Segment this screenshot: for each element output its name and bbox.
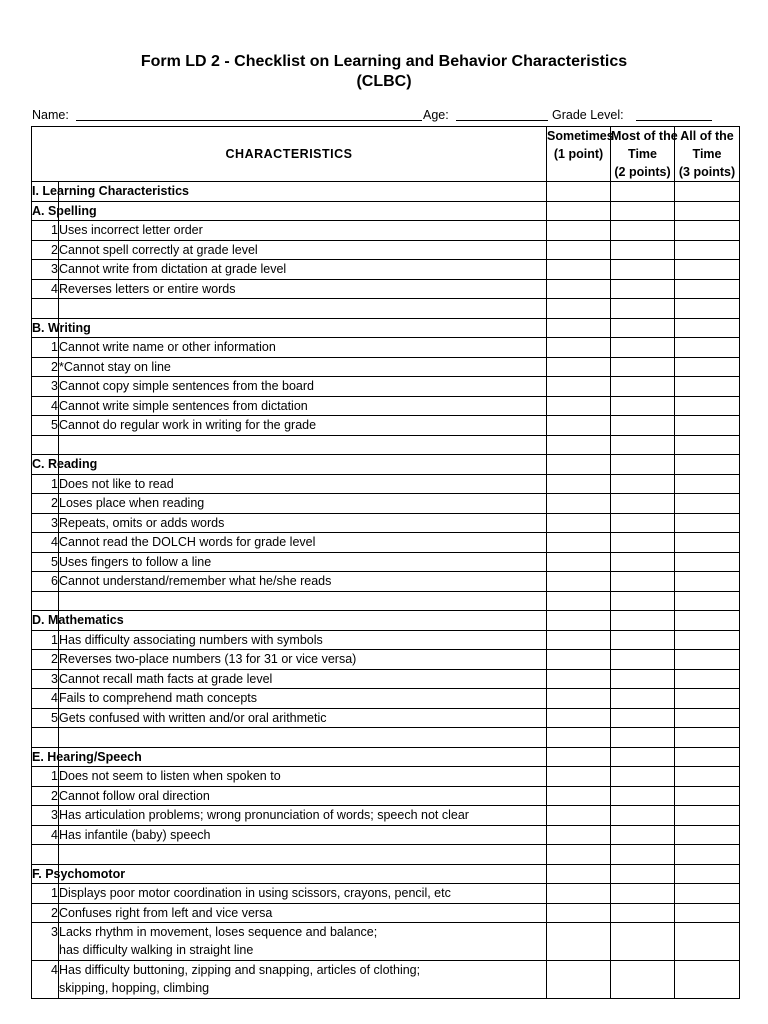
item-text-cell	[59, 494, 547, 514]
empty-cell	[32, 299, 59, 319]
rating-cell-all-of-the-time[interactable]	[675, 825, 740, 845]
item-text-continued: skipping, hopping, climbing	[59, 981, 210, 995]
rating-cell-all-of-the-time[interactable]	[675, 318, 740, 338]
item-text-cell	[59, 279, 547, 299]
checklist-item-row	[32, 377, 740, 397]
item-text: Cannot write name or other information	[59, 340, 276, 355]
section-title-cell	[32, 455, 98, 475]
checklist-item-row	[32, 689, 740, 709]
section-title-filler	[59, 318, 547, 338]
item-text: Cannot copy simple sentences from the board	[59, 379, 314, 394]
empty-cell	[59, 591, 547, 611]
item-text-cell	[59, 357, 547, 377]
empty-cell	[59, 435, 547, 455]
rating-cell-all-of-the-time[interactable]	[675, 279, 740, 299]
rating-cell-most-of-the-time[interactable]	[611, 338, 675, 358]
student-info-line	[32, 108, 740, 126]
column-header-line: (2 points)	[614, 165, 671, 179]
item-text-continued: has difficulty walking in straight line	[59, 943, 254, 957]
item-text-cell	[59, 961, 547, 999]
section-title-filler	[59, 201, 547, 221]
item-text: Uses incorrect letter order	[59, 223, 203, 238]
column-header-line: (3 points)	[678, 165, 736, 179]
empty-cell	[611, 845, 675, 865]
item-text: *Cannot stay on line	[59, 359, 171, 374]
item-number: 3	[32, 923, 59, 961]
rating-cell-sometimes[interactable]	[547, 572, 611, 592]
empty-cell	[547, 299, 611, 319]
rating-cell-sometimes[interactable]	[547, 494, 611, 514]
item-text-cell	[59, 786, 547, 806]
rating-cell-sometimes[interactable]	[547, 611, 611, 631]
item-text: Does not like to read	[59, 476, 174, 491]
item-text: Has difficulty associating numbers with symbols	[59, 632, 323, 647]
rating-cell-all-of-the-time[interactable]	[675, 767, 740, 787]
item-text: Fails to comprehend math concepts	[59, 691, 258, 706]
rating-cell-all-of-the-time[interactable]	[675, 260, 740, 280]
section-title: B. Writing	[32, 320, 91, 335]
part-title-row	[32, 182, 740, 202]
item-text: Cannot recall math facts at grade level	[59, 671, 273, 686]
name-field[interactable]	[76, 108, 422, 121]
item-text: Cannot do regular work in writing for the grade	[59, 418, 317, 433]
checklist-item-row	[32, 260, 740, 280]
item-number: 1	[32, 630, 59, 650]
rating-cell-sometimes[interactable]	[547, 318, 611, 338]
age-label: Age:	[423, 108, 449, 122]
rating-cell-most-of-the-time[interactable]	[611, 923, 675, 961]
item-number: 2	[32, 903, 59, 923]
item-text: Has difficulty buttoning, zipping and snapping, articles of clothing;	[59, 963, 421, 977]
rating-cell-sometimes[interactable]	[547, 669, 611, 689]
checklist-item-row	[32, 825, 740, 845]
section-title: E. Hearing/Speech	[32, 749, 142, 764]
form-subtitle: (CLBC)	[356, 73, 412, 90]
empty-cell	[675, 591, 740, 611]
empty-cell	[611, 728, 675, 748]
item-text-cell	[59, 533, 547, 553]
empty-cell	[611, 299, 675, 319]
rating-cell-most-of-the-time[interactable]	[611, 961, 675, 999]
rating-cell-sometimes[interactable]	[547, 708, 611, 728]
section-row	[32, 455, 740, 475]
item-text-cell	[59, 669, 547, 689]
checklist-item-row	[32, 533, 740, 553]
rating-cell-most-of-the-time[interactable]	[611, 572, 675, 592]
rating-cell-all-of-the-time[interactable]	[675, 630, 740, 650]
section-title-cell	[32, 201, 97, 221]
item-text: Cannot understand/remember what he/she reads	[59, 574, 332, 589]
grade-level-field[interactable]	[636, 108, 712, 121]
spacer-row	[32, 728, 740, 748]
checklist-item-row	[32, 240, 740, 260]
rating-cell-all-of-the-time[interactable]	[675, 416, 740, 436]
rating-cell-most-of-the-time[interactable]	[611, 669, 675, 689]
table-header-row	[32, 127, 740, 182]
rating-cell-sometimes[interactable]	[547, 455, 611, 475]
rating-cell-sometimes[interactable]	[547, 689, 611, 709]
rating-cell-all-of-the-time[interactable]	[675, 806, 740, 826]
item-text-cell	[59, 630, 547, 650]
item-text-cell	[59, 513, 547, 533]
rating-cell-most-of-the-time[interactable]	[611, 806, 675, 826]
rating-cell-most-of-the-time[interactable]	[611, 377, 675, 397]
rating-cell-most-of-the-time[interactable]	[611, 357, 675, 377]
rating-cell-all-of-the-time[interactable]	[675, 961, 740, 999]
column-header-line: Most of the	[611, 129, 678, 143]
item-number: 2	[32, 357, 59, 377]
empty-cell	[675, 435, 740, 455]
age-field[interactable]	[456, 108, 548, 121]
item-number: 5	[32, 552, 59, 572]
item-text-cell	[59, 377, 547, 397]
form-title: Form LD 2 - Checklist on Learning and Behavior Characteristics	[140, 53, 628, 70]
item-text: Reverses two-place numbers (13 for 31 or vice versa)	[59, 652, 357, 667]
rating-cell-sometimes[interactable]	[547, 357, 611, 377]
item-number: 2	[32, 786, 59, 806]
rating-cell-all-of-the-time[interactable]	[675, 201, 740, 221]
empty-cell	[59, 845, 547, 865]
rating-cell-sometimes[interactable]	[547, 825, 611, 845]
rating-cell-most-of-the-time[interactable]	[611, 221, 675, 241]
section-title-cell	[32, 182, 190, 202]
column-header-most-of-the-time	[611, 127, 678, 182]
rating-cell-sometimes[interactable]	[547, 260, 611, 280]
rating-cell-most-of-the-time[interactable]	[611, 630, 675, 650]
rating-cell-most-of-the-time[interactable]	[611, 416, 675, 436]
rating-cell-sometimes[interactable]	[547, 201, 611, 221]
checklist-item-row	[32, 474, 740, 494]
spacer-row	[32, 845, 740, 865]
section-row	[32, 611, 740, 631]
empty-cell	[32, 845, 59, 865]
item-text: Cannot read the DOLCH words for grade level	[59, 535, 316, 550]
item-number: 3	[32, 669, 59, 689]
rating-cell-most-of-the-time[interactable]	[611, 533, 675, 553]
checklist-item-row	[32, 357, 740, 377]
item-text-cell	[59, 650, 547, 670]
item-number: 1	[32, 221, 59, 241]
item-text: Does not seem to listen when spoken to	[59, 769, 281, 784]
checklist-item-row	[32, 884, 740, 904]
rating-cell-sometimes[interactable]	[547, 552, 611, 572]
rating-cell-all-of-the-time[interactable]	[675, 533, 740, 553]
item-number: 4	[32, 533, 59, 553]
section-title-filler	[59, 611, 547, 631]
rating-cell-all-of-the-time[interactable]	[675, 357, 740, 377]
item-number: 4	[32, 961, 59, 999]
checklist-item-row	[32, 221, 740, 241]
item-text: Loses place when reading	[59, 496, 205, 511]
item-text-cell	[59, 552, 547, 572]
rating-cell-all-of-the-time[interactable]	[675, 884, 740, 904]
checklist-item-row	[32, 806, 740, 826]
item-number: 3	[32, 513, 59, 533]
item-number: 1	[32, 884, 59, 904]
checklist-item-row	[32, 786, 740, 806]
rating-cell-most-of-the-time[interactable]	[611, 786, 675, 806]
item-text: Has articulation problems; wrong pronunciation of words; speech not clear	[59, 808, 469, 823]
item-number: 6	[32, 572, 59, 592]
item-number: 2	[32, 494, 59, 514]
rating-cell-all-of-the-time[interactable]	[675, 396, 740, 416]
rating-cell-most-of-the-time[interactable]	[611, 240, 675, 260]
item-number: 1	[32, 338, 59, 358]
rating-cell-sometimes[interactable]	[547, 416, 611, 436]
column-header-line: Time	[628, 147, 657, 161]
rating-cell-all-of-the-time[interactable]	[675, 455, 740, 475]
column-header-line: Time	[692, 147, 722, 161]
rating-cell-most-of-the-time[interactable]	[611, 884, 675, 904]
rating-cell-sometimes[interactable]	[547, 474, 611, 494]
checklist-item-row	[32, 396, 740, 416]
item-text-cell	[59, 572, 547, 592]
item-text-cell	[59, 923, 547, 961]
item-text-cell	[59, 806, 547, 826]
item-text-cell	[59, 416, 547, 436]
rating-cell-most-of-the-time[interactable]	[611, 455, 675, 475]
rating-cell-sometimes[interactable]	[547, 533, 611, 553]
checklist-item-row	[32, 416, 740, 436]
item-number: 3	[32, 377, 59, 397]
rating-cell-most-of-the-time[interactable]	[611, 494, 675, 514]
item-text: Displays poor motor coordination in using scissors, crayons, pencil, etc	[59, 886, 451, 901]
rating-cell-all-of-the-time[interactable]	[675, 747, 740, 767]
section-title-cell	[32, 318, 91, 338]
checklist-item-row	[32, 708, 740, 728]
empty-cell	[611, 591, 675, 611]
item-number: 4	[32, 279, 59, 299]
rating-cell-sometimes[interactable]	[547, 338, 611, 358]
rating-cell-all-of-the-time[interactable]	[675, 669, 740, 689]
item-number: 3	[32, 806, 59, 826]
rating-cell-all-of-the-time[interactable]	[675, 572, 740, 592]
section-title-cell	[32, 864, 126, 884]
rating-cell-sometimes[interactable]	[547, 182, 611, 202]
checklist-item-row	[32, 767, 740, 787]
item-text: Reverses letters or entire words	[59, 281, 236, 296]
checklist-item-row	[32, 650, 740, 670]
item-text: Repeats, omits or adds words	[59, 515, 225, 530]
section-title-filler	[59, 864, 547, 884]
empty-cell	[547, 435, 611, 455]
rating-cell-all-of-the-time[interactable]	[675, 182, 740, 202]
rating-cell-sometimes[interactable]	[547, 806, 611, 826]
characteristics-header: CHARACTERISTICS	[32, 127, 547, 182]
empty-cell	[59, 299, 547, 319]
checklist-item-row	[32, 961, 740, 999]
rating-cell-most-of-the-time[interactable]	[611, 903, 675, 923]
item-number: 3	[32, 260, 59, 280]
rating-cell-sometimes[interactable]	[547, 961, 611, 999]
rating-cell-sometimes[interactable]	[547, 747, 611, 767]
item-number: 2	[32, 240, 59, 260]
section-title: F. Psychomotor	[32, 866, 126, 881]
rating-cell-all-of-the-time[interactable]	[675, 786, 740, 806]
item-text-cell	[59, 260, 547, 280]
column-header-sometimes	[547, 127, 614, 182]
empty-cell	[32, 728, 59, 748]
checklist-item-row	[32, 903, 740, 923]
checklist-item-row	[32, 552, 740, 572]
rating-cell-sometimes[interactable]	[547, 630, 611, 650]
item-text-cell	[59, 884, 547, 904]
rating-cell-most-of-the-time[interactable]	[611, 689, 675, 709]
rating-cell-sometimes[interactable]	[547, 864, 611, 884]
column-header-line: Sometimes	[547, 129, 614, 143]
item-text: Cannot write from dictation at grade level	[59, 262, 287, 277]
item-text-cell	[59, 767, 547, 787]
item-text-cell	[59, 474, 547, 494]
spacer-row	[32, 435, 740, 455]
empty-cell	[547, 845, 611, 865]
rating-cell-most-of-the-time[interactable]	[611, 513, 675, 533]
rating-cell-sometimes[interactable]	[547, 786, 611, 806]
item-number: 5	[32, 708, 59, 728]
rating-cell-all-of-the-time[interactable]	[675, 494, 740, 514]
section-row	[32, 864, 740, 884]
checklist-item-row	[32, 630, 740, 650]
checklist-item-row	[32, 338, 740, 358]
checklist-item-row	[32, 923, 740, 961]
checklist-item-row	[32, 279, 740, 299]
section-title: D. Mathematics	[32, 613, 124, 628]
rating-cell-all-of-the-time[interactable]	[675, 689, 740, 709]
item-text: Gets confused with written and/or oral arithmetic	[59, 710, 327, 725]
section-title-cell	[32, 611, 124, 631]
checklist-item-row	[32, 513, 740, 533]
empty-cell	[32, 591, 59, 611]
rating-cell-sometimes[interactable]	[547, 903, 611, 923]
checklist-item-row	[32, 572, 740, 592]
item-number: 4	[32, 689, 59, 709]
section-title: A. Spelling	[32, 203, 97, 218]
section-title: C. Reading	[32, 457, 98, 472]
spacer-row	[32, 591, 740, 611]
grade-level-label: Grade Level:	[552, 108, 624, 122]
rating-cell-most-of-the-time[interactable]	[611, 396, 675, 416]
section-row	[32, 318, 740, 338]
section-row	[32, 747, 740, 767]
empty-cell	[611, 435, 675, 455]
section-row	[32, 201, 740, 221]
rating-cell-most-of-the-time[interactable]	[611, 767, 675, 787]
empty-cell	[59, 728, 547, 748]
checklist-item-row	[32, 494, 740, 514]
item-text: Cannot follow oral direction	[59, 788, 210, 803]
empty-cell	[675, 299, 740, 319]
rating-cell-all-of-the-time[interactable]	[675, 611, 740, 631]
name-label: Name:	[32, 108, 69, 122]
rating-cell-most-of-the-time[interactable]	[611, 201, 675, 221]
rating-cell-all-of-the-time[interactable]	[675, 864, 740, 884]
item-text-cell	[59, 240, 547, 260]
item-text-cell	[59, 903, 547, 923]
rating-cell-most-of-the-time[interactable]	[611, 182, 675, 202]
item-number: 1	[32, 474, 59, 494]
rating-cell-most-of-the-time[interactable]	[611, 650, 675, 670]
section-title-filler	[59, 455, 547, 475]
item-number: 5	[32, 416, 59, 436]
empty-cell	[675, 845, 740, 865]
rating-cell-most-of-the-time[interactable]	[611, 611, 675, 631]
empty-cell	[547, 728, 611, 748]
empty-cell	[32, 435, 59, 455]
item-text-cell	[59, 221, 547, 241]
item-text-cell	[59, 708, 547, 728]
item-text: Cannot write simple sentences from dictation	[59, 398, 308, 413]
rating-cell-all-of-the-time[interactable]	[675, 377, 740, 397]
rating-cell-all-of-the-time[interactable]	[675, 474, 740, 494]
rating-cell-sometimes[interactable]	[547, 650, 611, 670]
rating-cell-sometimes[interactable]	[547, 513, 611, 533]
rating-cell-most-of-the-time[interactable]	[611, 474, 675, 494]
column-header-line: All of the	[680, 129, 734, 143]
rating-cell-most-of-the-time[interactable]	[611, 747, 675, 767]
item-text-cell	[59, 689, 547, 709]
section-title-cell	[32, 747, 142, 767]
rating-cell-all-of-the-time[interactable]	[675, 552, 740, 572]
item-number: 4	[32, 825, 59, 845]
rating-cell-sometimes[interactable]	[547, 221, 611, 241]
item-number: 1	[32, 767, 59, 787]
section-title: I. Learning Characteristics	[32, 184, 190, 199]
column-header-all-of-the-time	[675, 127, 740, 182]
rating-cell-all-of-the-time[interactable]	[675, 338, 740, 358]
checklist-item-row	[32, 669, 740, 689]
rating-cell-all-of-the-time[interactable]	[675, 650, 740, 670]
empty-cell	[675, 728, 740, 748]
item-text-cell	[59, 338, 547, 358]
rating-cell-all-of-the-time[interactable]	[675, 923, 740, 961]
empty-cell	[547, 591, 611, 611]
rating-cell-sometimes[interactable]	[547, 377, 611, 397]
item-text: Confuses right from left and vice versa	[59, 905, 273, 920]
rating-cell-most-of-the-time[interactable]	[611, 318, 675, 338]
item-text: Cannot spell correctly at grade level	[59, 242, 258, 257]
rating-cell-most-of-the-time[interactable]	[611, 864, 675, 884]
item-number: 2	[32, 650, 59, 670]
rating-cell-sometimes[interactable]	[547, 279, 611, 299]
item-number: 4	[32, 396, 59, 416]
item-text-cell	[59, 825, 547, 845]
checklist-table	[31, 126, 740, 999]
item-text: Uses fingers to follow a line	[59, 554, 212, 569]
rating-cell-sometimes[interactable]	[547, 923, 611, 961]
rating-cell-most-of-the-time[interactable]	[611, 552, 675, 572]
rating-cell-all-of-the-time[interactable]	[675, 708, 740, 728]
item-text-cell	[59, 396, 547, 416]
item-text: Has infantile (baby) speech	[59, 827, 211, 842]
rating-cell-most-of-the-time[interactable]	[611, 260, 675, 280]
rating-cell-most-of-the-time[interactable]	[611, 708, 675, 728]
rating-cell-sometimes[interactable]	[547, 767, 611, 787]
spacer-row	[32, 299, 740, 319]
rating-cell-most-of-the-time[interactable]	[611, 279, 675, 299]
rating-cell-sometimes[interactable]	[547, 884, 611, 904]
column-header-line: (1 point)	[553, 147, 604, 161]
rating-cell-all-of-the-time[interactable]	[675, 513, 740, 533]
rating-cell-most-of-the-time[interactable]	[611, 825, 675, 845]
rating-cell-all-of-the-time[interactable]	[675, 240, 740, 260]
rating-cell-sometimes[interactable]	[547, 240, 611, 260]
item-text: Lacks rhythm in movement, loses sequence and balance;	[59, 925, 378, 939]
rating-cell-all-of-the-time[interactable]	[675, 221, 740, 241]
rating-cell-sometimes[interactable]	[547, 396, 611, 416]
rating-cell-all-of-the-time[interactable]	[675, 903, 740, 923]
